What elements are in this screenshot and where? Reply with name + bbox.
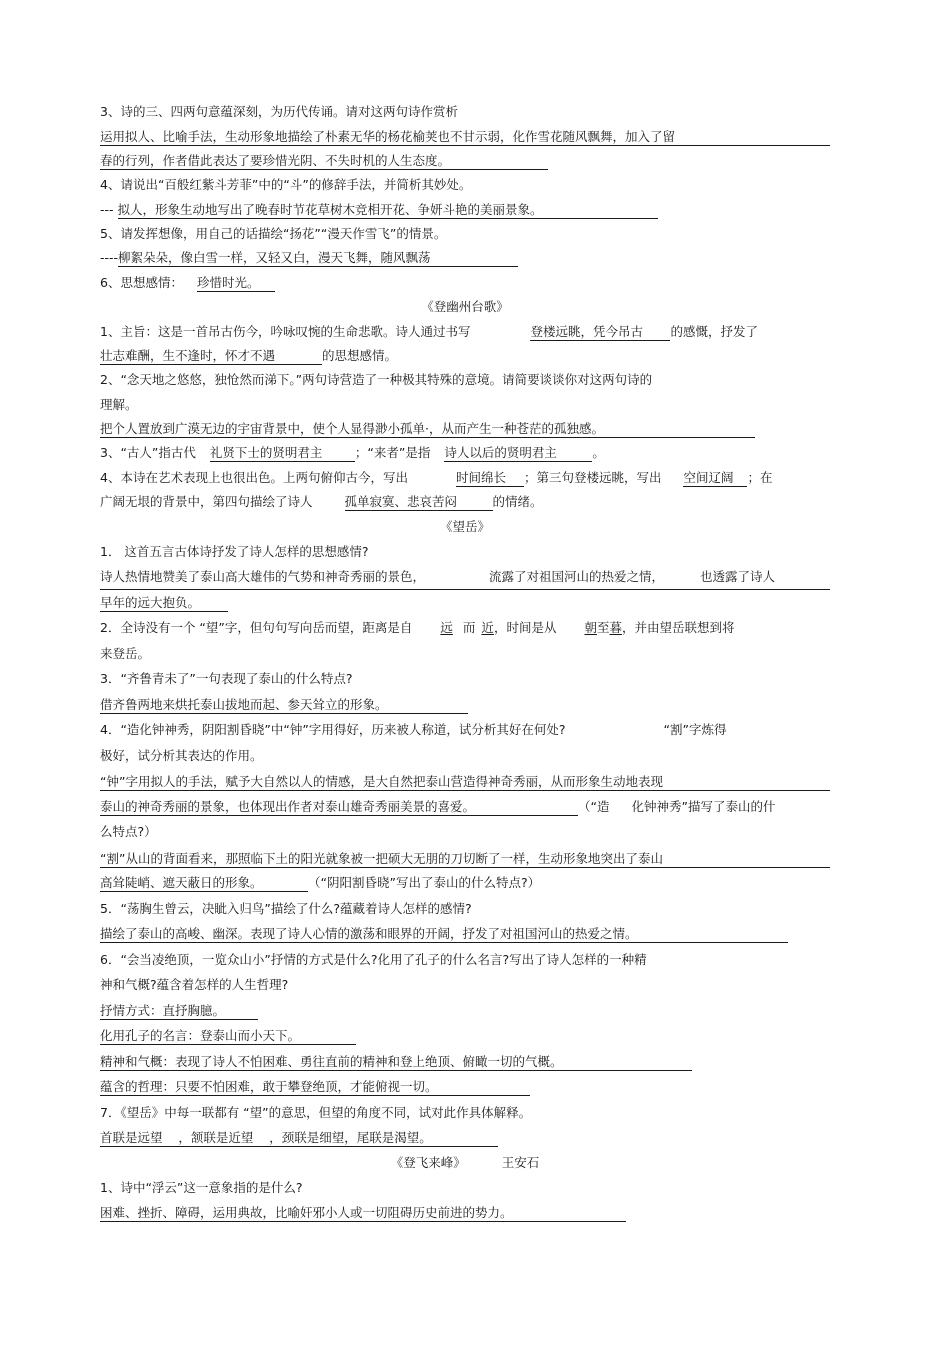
worksheet-page	[100, 100, 830, 1226]
question: 4、本诗在艺术表现上也很出色。上两句俯仰古今，写出 时间绵长 ；第三句登楼远眺，写出 空间辽阔 ；在	[100, 469, 773, 485]
answer: 泰山的神奇秀丽的景象，也体现出作者对泰山雄奇秀丽美景的喜爱。 （“造 化钟神秀”描写了泰山的什	[100, 798, 776, 814]
question: 5、请发挥想像，用自己的话描绘“扬花”“漫天作雪飞”的情景。	[100, 225, 447, 241]
question: 3．“齐鲁青未了”一句表现了泰山的什么特点?	[100, 671, 353, 687]
answer: 首联是远望 ，颔联是近望 ，颈联是细望，尾联是渴望。	[100, 1125, 830, 1151]
answer: 运用拟人、比喻手法，生动形象地描绘了朴素无华的杨花榆荚也不甘示弱，化作雪花随风飘舞，加入了留	[100, 124, 830, 148]
question: 3、诗的三、四两句意蕴深刻，为历代传诵。请对这两句诗作赏析	[100, 104, 458, 119]
answer: 早年的远大抱负。	[100, 590, 830, 616]
answer: 春的行列，作者借此表达了要珍惜光阴、不失时机的人生态度。	[100, 149, 830, 173]
section-title: 《登幽州台歌》	[421, 299, 509, 315]
question: 广阔无垠的背景中，第四句描绘了诗人 孤单寂寞、悲哀苦闷 的情绪。	[100, 494, 543, 510]
question: 1． 这首五言古体诗抒发了诗人怎样的思想感情?	[100, 544, 369, 560]
answer: 困难、挫折、障碍，运用典故，比喻奸邪小人或一切阻碍历史前进的势力。	[100, 1200, 830, 1226]
answer: “钟”字用拟人的手法，赋予大自然以人的情感，是大自然把泰山营造得神奇秀丽，从而形象生动地表现	[100, 768, 830, 794]
answer: 高耸陡峭、遮天蔽日的形象。 （“阴阳割昏晓”写出了泰山的什么特点?）	[100, 875, 541, 891]
question: 壮志难酬，生不逢时，怀才不遇 的思想感情。	[100, 347, 398, 363]
answer: ----柳絮朵朵，像白雪一样，又轻又白，漫天飞舞，随风飘荡	[100, 246, 830, 270]
answer: 抒情方式：直抒胸臆。	[100, 998, 830, 1024]
question: 6、思想感情： 珍惜时光。	[100, 271, 830, 295]
question: 4．“造化钟神秀，阴阳割昏晓”中“钟”字用得好，历来被人称道，试分析其好在何处? “割”字炼得	[100, 722, 727, 738]
question: 2．全诗没有一个 “望”字，但句句写向岳而望，距离是自 远 而 近，时间是从 朝至暮，并由望岳联想到将	[100, 620, 735, 636]
question: 2、“念天地之悠悠，独怆然而涕下。”两句诗营造了一种极其特殊的意境。请简要谈谈你对这两句诗的	[100, 372, 653, 388]
question: 1、诗中“浮云”这一意象指的是什么?	[100, 1179, 303, 1195]
question: 4、请说出“百般红紫斗芳菲”中的“斗”的修辞手法，并简析其妙处。	[100, 177, 472, 193]
answer: 诗人热情地赞美了泰山高大雄伟的气势和神奇秀丽的景色， 流露了对祖国河山的热爱之情， 也透露了诗人	[100, 565, 830, 590]
question: 极好，试分析其表达的作用。	[100, 747, 263, 763]
question: 3、“古人”指古代 礼贤下士的贤明君主 ；“来者”是指 诗人以后的贤明君主 。	[100, 445, 605, 461]
question: 神和气概?蕴含着怎样的人生哲理?	[100, 977, 289, 993]
answer: “割”从山的背面看来，那照临下土的阳光就象被一把硕大无朋的刀切断了一样，生动形象地突出了泰山	[100, 845, 830, 871]
question: 么特点?）	[100, 824, 157, 840]
question: 1、主旨：这是一首吊古伤今，吟咏叹惋的生命悲歌。诗人通过书写 登楼远眺，凭今吊古 的感慨，抒发了	[100, 323, 758, 339]
question: 6．“会当凌绝顶，一览众山小”抒情的方式是什么?化用了孔子的什么名言?写出了诗人怎样的一种精	[100, 951, 647, 967]
question: 7．《望岳》中每一联都有 “望”的意思，但望的角度不同，试对此作具体解释。	[100, 1104, 532, 1120]
answer: 化用孔子的名言：登泰山而小天下。	[100, 1023, 830, 1049]
answer: 描绘了泰山的高峻、幽深。表现了诗人心情的激荡和眼界的开阔，抒发了对祖国河山的热爱之情。	[100, 921, 830, 947]
question: 5．“荡胸生曾云，决眦入归鸟”描绘了什么?蕴藏着诗人怎样的感情?	[100, 900, 472, 916]
answer: 借齐鲁两地来烘托泰山拔地而起、参天耸立的形象。	[100, 692, 830, 718]
section-title: 《望岳》	[439, 518, 490, 534]
answer: 蕴含的哲理：只要不怕困难，敢于攀登绝顶，才能俯视一切。	[100, 1074, 830, 1100]
answer: --- 拟人，形象生动地写出了晚春时节花草树木竞相开花、争妍斗艳的美丽景象。	[100, 198, 830, 222]
answer: 精神和气概：表现了诗人不怕困难、勇往直前的精神和登上绝顶、俯瞰一切的气概。	[100, 1049, 830, 1075]
answer: 把个人置放到广漠无边的宇宙背景中，使个人显得渺小孤单·，从而产生一种苍茫的孤独感。	[100, 417, 830, 441]
section-title: 《登飞来峰》 王安石	[390, 1154, 540, 1170]
question: 来登岳。	[100, 645, 151, 661]
question: 理解。	[100, 396, 138, 412]
